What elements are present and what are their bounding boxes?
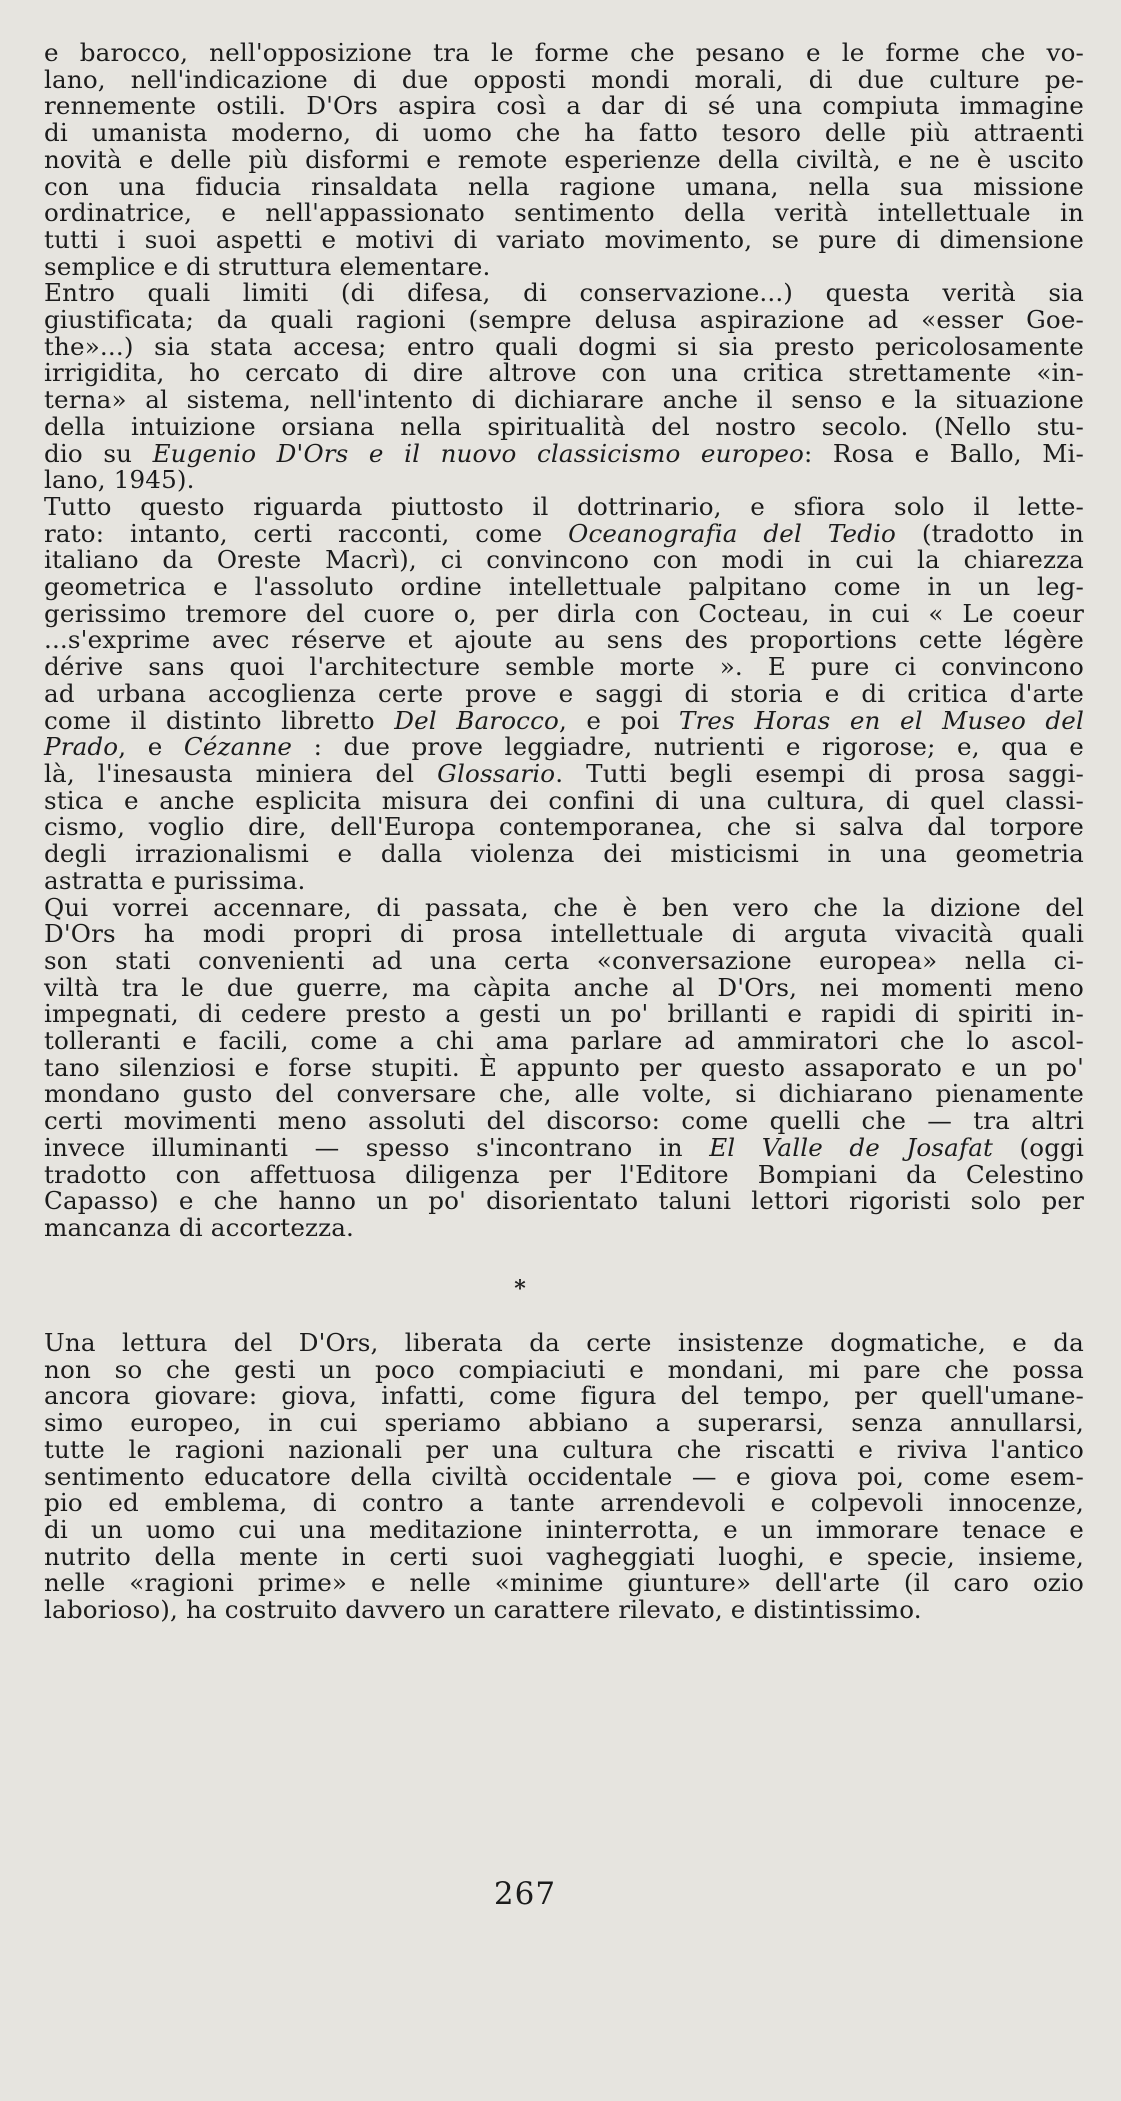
text-line: viltà tra le due guerre, ma càpita anche al D'Ors, nei momenti meno (44, 972, 1084, 1002)
text-line: Tutto questo riguarda piuttosto il dottrinario, e sfiora solo il lette- (44, 491, 1084, 521)
text-line: sentimento educatore della civiltà occidentale — e giova poi, come esem- (44, 1461, 1084, 1491)
page-number: 267 (493, 1876, 557, 1912)
text-line: son stati convenienti ad una certa «conversazione europea» nella ci- (44, 945, 1084, 975)
text-segment: , e poi (558, 705, 679, 735)
section-separator: * (514, 1276, 526, 1302)
text-line: della intuizione orsiana nella spiritualità del nostro secolo. (Nello stu- (44, 411, 1084, 441)
text-segment: : Rosa e Ballo, Mi- (804, 438, 1084, 468)
text-line: pio ed emblema, di contro a tante arrendevoli e colpevoli innocenze, (44, 1488, 1084, 1518)
text-line: Una lettura del D'Ors, liberata da certe insistenze dogmatiche, e da (44, 1328, 1084, 1357)
text-line: certi movimenti meno assoluti del discorso: come quelli che — tra altri (44, 1106, 1084, 1136)
closing-text-section (44, 1330, 1084, 1624)
text-segment: , e (118, 732, 184, 762)
text-segment: (tradotto in (896, 518, 1085, 548)
text-segment: (oggi (993, 1132, 1084, 1162)
text-line: astratta e purissima. (44, 865, 306, 895)
text-line (44, 705, 1084, 735)
text-segment: rato: intanto, certi racconti, come (44, 518, 569, 548)
text-line: di un uomo cui una meditazione ininterrotta, e un immorare tenace e (44, 1514, 1084, 1544)
italic-title: Oceanografia del Tedio (568, 518, 897, 548)
italic-title: Tres Horas en el Museo del (678, 705, 1084, 735)
text-line (44, 438, 1084, 468)
text-line: giustificata; da quali ragioni (sempre delusa aspirazione ad «esser Goe- (44, 305, 1084, 335)
text-line: tano silenziosi e forse stupiti. È appunto per questo assaporato e un po' (44, 1052, 1084, 1082)
text-line: lano, nell'indicazione di due opposti mondi morali, di due culture pe- (44, 64, 1084, 94)
text-line: nutrito della mente in certi suoi vagheggiati luoghi, e specie, insieme, (44, 1541, 1084, 1571)
italic-title: Del Barocco (394, 705, 559, 735)
italic-title: Glossario (437, 758, 556, 788)
text-line: mondano gusto del conversare che, alle volte, si dichiarano pienamente (44, 1079, 1084, 1109)
text-line: geometrica e l'assoluto ordine intellettuale palpitano come in un leg- (44, 572, 1084, 602)
text-line: italiano da Oreste Macrì), ci convincono con modi in cui la chiarezza (44, 545, 1084, 575)
text-line: mancanza di accortezza. (44, 1212, 355, 1242)
text-line: ad urbana accoglienza certe prove e saggi di storia e di critica d'arte (44, 678, 1084, 708)
text-line: impegnati, di cedere presto a gesti un po' brillanti e rapidi di spiriti in- (44, 999, 1084, 1029)
text-line: laborioso), ha costruito davvero un carattere rilevato, e distintissimo. (44, 1595, 922, 1625)
text-line: lano, 1945). (44, 465, 195, 495)
text-line: Qui vorrei accennare, di passata, che è ben vero che la dizione del (44, 892, 1084, 922)
text-line: degli irrazionalismi e dalla violenza dei misticismi in una geometria (44, 839, 1084, 869)
text-line: cismo, voglio dire, dell'Europa contemporanea, che si salva dal torpore (44, 812, 1084, 842)
text-line: dérive sans quoi l'architecture semble morte ». E pure ci convincono (44, 652, 1084, 682)
text-line: ...s'exprime avec réserve et ajoute au sens des proportions cette légère (44, 625, 1084, 655)
text-line: gerissimo tremore del cuore o, per dirla con Cocteau, in cui « Le coeur (44, 598, 1084, 628)
text-line: tutte le ragioni nazionali per una cultura che riscatti e riviva l'antico (44, 1434, 1084, 1464)
italic-title: El Valle de Josafat (709, 1132, 994, 1162)
text-line: the»...) sia stata accesa; entro quali dogmi si sia presto pericolosamente (44, 331, 1084, 361)
text-line: stica e anche esplicita misura dei confini di una cultura, di quel classi- (44, 785, 1084, 815)
text-line: Entro quali limiti (di difesa, di conservazione...) questa verità sia (44, 278, 1084, 308)
text-segment: invece illuminanti — spesso s'incontrano in (44, 1132, 710, 1162)
text-line: tradotto con affettuosa diligenza per l'Editore Bompiani da Celestino (44, 1159, 1084, 1189)
text-line: tolleranti e facili, come a chi ama parlare ad ammiratori che lo ascol- (44, 1026, 1084, 1056)
text-line: di umanista moderno, di uomo che ha fatto tesoro delle più attraenti (44, 118, 1084, 148)
text-line: simo europeo, in cui speriamo abbiano a superarsi, senza annullarsi, (44, 1408, 1084, 1438)
text-line: terna» al sistema, nell'intento di dichiarare anche il senso e la situazione (44, 385, 1084, 415)
text-line: ordinatrice, e nell'appassionato sentimento della verità intellettuale in (44, 198, 1084, 228)
text-segment: dio su (44, 438, 153, 468)
text-segment: : due prove leggiadre, nutrienti e rigorose; e, qua e (292, 732, 1084, 762)
text-line: Capasso) e che hanno un po' disorientato taluni lettori rigoristi solo per (44, 1186, 1084, 1216)
text-line: e barocco, nell'opposizione tra le forme che pesano e le forme che vo- (44, 38, 1084, 67)
text-segment: come il distinto libretto (44, 705, 395, 735)
text-line (44, 1132, 1084, 1162)
text-line: nelle «ragioni prime» e nelle «minime giunture» dell'arte (il caro ozio (44, 1568, 1084, 1598)
text-segment: . Tutti begli esempi di prosa saggi- (555, 758, 1084, 788)
text-line: D'Ors ha modi propri di prosa intellettuale di arguta vivacità quali (44, 919, 1084, 949)
text-line (44, 734, 1084, 761)
italic-title: Prado (44, 732, 119, 762)
text-line: novità e delle più disformi e remote esperienze della civiltà, e ne è uscito (44, 144, 1084, 174)
text-line: con una fiducia rinsaldata nella ragione umana, nella sua missione (44, 171, 1084, 201)
text-line: rennemente ostili. D'Ors aspira così a dar di sé una compiuta immagine (44, 91, 1084, 121)
italic-title: Eugenio D'Ors e il nuovo classicismo europeo (152, 438, 804, 468)
text-line (44, 518, 1085, 548)
main-text-section (44, 40, 1084, 1242)
text-line: semplice e di struttura elementare. (44, 251, 491, 281)
text-segment: là, l'inesausta miniera del (44, 758, 438, 788)
text-line: irrigidita, ho cercato di dire altrove con una critica strettamente «in- (44, 358, 1084, 388)
text-line: non so che gesti un poco compiaciuti e mondani, mi pare che possa (44, 1354, 1084, 1384)
italic-title: Cézanne (183, 732, 293, 762)
text-line (44, 758, 1084, 788)
text-line: tutti i suoi aspetti e motivi di variato movimento, se pure di dimensione (44, 224, 1084, 254)
text-line: ancora giovare: giova, infatti, come figura del tempo, per quell'umane- (44, 1381, 1084, 1411)
